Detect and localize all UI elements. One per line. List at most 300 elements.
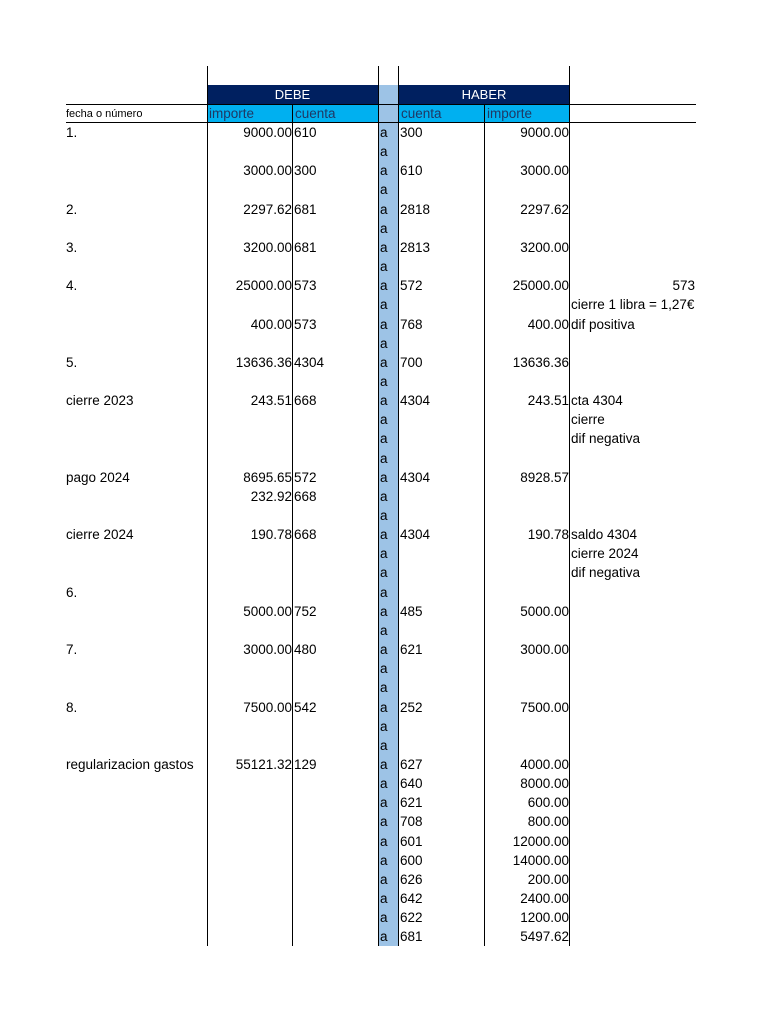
haber-cuenta-cell: 642	[400, 891, 423, 906]
haber-importe-cell: 5497.62	[520, 929, 569, 944]
haber-importe-cell	[485, 372, 569, 391]
note-cell	[571, 812, 701, 831]
a-marker-cell: a	[380, 144, 388, 159]
fecha-cell: 3.	[66, 240, 78, 255]
haber-importe-header: importe	[487, 106, 533, 121]
debe-cuenta-cell	[294, 927, 378, 946]
fecha-cell	[66, 812, 206, 831]
debe-cuenta-cell	[294, 506, 378, 525]
a-marker-cell: a	[380, 489, 388, 504]
a-marker-cell: a	[380, 795, 388, 810]
fecha-cell	[66, 219, 206, 238]
debe-cuenta-cell	[294, 372, 378, 391]
note-cell: cta 4304	[571, 393, 623, 408]
fecha-cell	[66, 717, 206, 736]
haber-importe-cell	[485, 429, 569, 448]
fecha-cell	[66, 793, 206, 812]
fecha-cell	[66, 736, 206, 755]
debe-importe-cell	[207, 334, 292, 353]
note-cell	[571, 123, 701, 142]
a-marker-cell: a	[380, 891, 388, 906]
fecha-cell: 7.	[66, 642, 78, 657]
debe-cuenta-cell: 668	[294, 489, 317, 504]
a-marker-cell: a	[380, 221, 388, 236]
fecha-header: fecha o número	[66, 108, 143, 120]
debe-cuenta-cell: 668	[294, 527, 317, 542]
haber-cuenta-cell: 610	[400, 163, 423, 178]
debe-cuenta-cell	[294, 583, 378, 602]
debe-importe-cell: 2297.62	[243, 202, 292, 217]
haber-title: HABER	[461, 87, 507, 102]
debe-cuenta-cell: 573	[294, 278, 317, 293]
debe-importe-cell: 8695.65	[243, 470, 292, 485]
haber-cuenta-cell	[400, 736, 484, 755]
debe-cuenta-cell	[294, 410, 378, 429]
note-cell	[571, 142, 701, 161]
debe-importe-cell	[207, 219, 292, 238]
haber-cuenta-cell	[400, 621, 484, 640]
haber-importe-cell: 243.51	[527, 393, 569, 408]
debe-importe-cell: 55121.32	[235, 757, 292, 772]
debe-cuenta-cell	[294, 621, 378, 640]
fecha-cell: 4.	[66, 278, 78, 293]
haber-cuenta-cell	[400, 583, 484, 602]
debe-cuenta-cell	[294, 429, 378, 448]
debe-cuenta-header: cuenta	[295, 106, 336, 121]
debe-cuenta-cell	[294, 180, 378, 199]
note-cell	[571, 621, 701, 640]
debe-importe-cell	[207, 257, 292, 276]
haber-cuenta-cell: 768	[400, 317, 423, 332]
debe-cuenta-cell	[294, 257, 378, 276]
note-cell	[571, 755, 701, 774]
note-cell	[571, 583, 701, 602]
note-cell	[571, 678, 701, 697]
debe-cuenta-cell	[294, 908, 378, 927]
debe-importe-cell	[207, 717, 292, 736]
a-marker-cell: a	[380, 814, 388, 829]
haber-cuenta-cell: 4304	[400, 470, 431, 485]
note-cell	[571, 851, 701, 870]
debe-cuenta-cell: 681	[294, 202, 317, 217]
debe-importe-cell	[207, 142, 292, 161]
a-marker-cell: a	[380, 470, 388, 485]
debe-importe-cell	[207, 544, 292, 563]
haber-importe-cell: 3000.00	[520, 163, 569, 178]
fecha-cell: cierre 2023	[66, 393, 134, 408]
haber-importe-cell	[485, 583, 569, 602]
debe-cuenta-cell: 300	[294, 163, 317, 178]
fecha-cell: pago 2024	[66, 470, 130, 485]
debe-importe-cell	[207, 889, 292, 908]
haber-cuenta-cell: 2813	[400, 240, 431, 255]
haber-cuenta-cell	[400, 295, 484, 314]
note-cell	[571, 774, 701, 793]
haber-importe-cell	[485, 295, 569, 314]
debe-cuenta-cell	[294, 678, 378, 697]
haber-importe-cell	[485, 563, 569, 582]
a-marker-cell: a	[380, 508, 388, 523]
a-marker-cell: a	[380, 278, 388, 293]
haber-cuenta-cell	[400, 257, 484, 276]
debe-importe-cell	[207, 506, 292, 525]
a-marker-cell: a	[380, 374, 388, 389]
a-marker-cell: a	[380, 565, 388, 580]
haber-cuenta-cell	[400, 334, 484, 353]
haber-cuenta-cell	[400, 506, 484, 525]
haber-importe-cell	[485, 717, 569, 736]
debe-importe-cell	[207, 563, 292, 582]
a-marker-cell: a	[380, 585, 388, 600]
debe-importe-header: importe	[209, 106, 255, 121]
fecha-cell	[66, 870, 206, 889]
note-cell	[571, 908, 701, 927]
haber-importe-cell: 5000.00	[520, 604, 569, 619]
haber-importe-cell	[485, 678, 569, 697]
debe-importe-cell: 400.00	[250, 317, 292, 332]
haber-importe-cell	[485, 544, 569, 563]
haber-importe-cell: 25000.00	[512, 278, 569, 293]
debe-cuenta-cell: 542	[294, 700, 317, 715]
debe-importe-cell	[207, 372, 292, 391]
a-marker-cell: a	[380, 680, 388, 695]
debe-importe-cell	[207, 832, 292, 851]
debe-cuenta-cell	[294, 870, 378, 889]
debe-cuenta-cell	[294, 736, 378, 755]
fecha-cell	[66, 315, 206, 334]
haber-importe-cell: 1200.00	[520, 910, 569, 925]
a-marker-cell: a	[380, 240, 388, 255]
a-marker-cell: a	[380, 910, 388, 925]
haber-cuenta-cell	[400, 544, 484, 563]
fecha-cell	[66, 295, 206, 314]
note-cell	[571, 200, 701, 219]
note-cell: cierre	[571, 412, 605, 427]
haber-importe-cell: 2297.62	[520, 202, 569, 217]
debe-importe-cell: 3200.00	[243, 240, 292, 255]
haber-importe-cell: 200.00	[527, 872, 569, 887]
fecha-cell: 2.	[66, 202, 78, 217]
haber-importe-cell: 8000.00	[520, 776, 569, 791]
note-cell	[571, 449, 701, 468]
debe-cuenta-cell	[294, 449, 378, 468]
debe-importe-cell: 13636.36	[235, 355, 292, 370]
fecha-cell	[66, 832, 206, 851]
a-marker-cell: a	[380, 929, 388, 944]
note-cell	[571, 219, 701, 238]
note-cell: dif positiva	[571, 317, 635, 332]
haber-importe-cell: 7500.00	[520, 700, 569, 715]
a-marker-cell: a	[380, 163, 388, 178]
haber-importe-cell: 4000.00	[520, 757, 569, 772]
debe-importe-cell	[207, 295, 292, 314]
a-marker-cell: a	[380, 642, 388, 657]
note-cell	[571, 468, 701, 487]
haber-cuenta-cell: 485	[400, 604, 423, 619]
debe-importe-cell	[207, 851, 292, 870]
a-marker-cell: a	[380, 297, 388, 312]
note-cell	[571, 334, 701, 353]
a-marker-cell: a	[380, 431, 388, 446]
debe-importe-cell: 232.92	[250, 489, 292, 504]
debe-importe-cell	[207, 180, 292, 199]
a-marker-cell: a	[380, 872, 388, 887]
col-line-sep-right	[398, 66, 399, 946]
note-cell	[571, 640, 701, 659]
debe-cuenta-cell	[294, 659, 378, 678]
debe-cuenta-cell	[294, 295, 378, 314]
debe-importe-cell	[207, 908, 292, 927]
note-cell	[571, 602, 701, 621]
fecha-cell: 8.	[66, 700, 78, 715]
a-marker-cell: a	[380, 700, 388, 715]
note-cell	[571, 180, 701, 199]
fecha-cell	[66, 429, 206, 448]
haber-cuenta-cell	[400, 180, 484, 199]
haber-cuenta-cell: 626	[400, 872, 423, 887]
note-cell	[571, 927, 701, 946]
haber-cuenta-cell	[400, 678, 484, 697]
note-cell	[571, 659, 701, 678]
fecha-cell	[66, 506, 206, 525]
haber-cuenta-cell	[400, 487, 484, 506]
haber-cuenta-cell: 708	[400, 814, 423, 829]
fecha-cell	[66, 563, 206, 582]
a-marker-cell: a	[380, 834, 388, 849]
fecha-cell	[66, 659, 206, 678]
fecha-cell	[66, 544, 206, 563]
haber-importe-cell	[485, 334, 569, 353]
note-cell: cierre 2024	[571, 546, 639, 561]
debe-cuenta-cell	[294, 334, 378, 353]
col-line-debe-mid	[292, 104, 293, 946]
note-cell	[571, 372, 701, 391]
haber-cuenta-cell: 627	[400, 757, 423, 772]
note-cell	[571, 698, 701, 717]
haber-importe-cell: 600.00	[527, 795, 569, 810]
debe-cuenta-cell: 681	[294, 240, 317, 255]
haber-cuenta-cell: 681	[400, 929, 423, 944]
debe-importe-cell: 5000.00	[243, 604, 292, 619]
debe-cuenta-cell: 129	[294, 757, 317, 772]
extra-cell: 573	[672, 278, 695, 293]
note-cell	[571, 161, 701, 180]
debe-importe-cell: 3000.00	[243, 163, 292, 178]
debe-title: DEBE	[274, 87, 311, 102]
note-cell	[571, 717, 701, 736]
haber-cuenta-cell	[400, 717, 484, 736]
haber-importe-cell	[485, 142, 569, 161]
fecha-cell	[66, 889, 206, 908]
debe-importe-cell	[207, 659, 292, 678]
a-marker-cell: a	[380, 393, 388, 408]
debe-cuenta-cell	[294, 563, 378, 582]
debe-cuenta-cell: 572	[294, 470, 317, 485]
debe-importe-cell	[207, 678, 292, 697]
fecha-cell	[66, 927, 206, 946]
note-cell	[571, 487, 701, 506]
haber-cuenta-cell: 622	[400, 910, 423, 925]
haber-importe-cell: 14000.00	[512, 853, 569, 868]
haber-cuenta-cell	[400, 429, 484, 448]
note-cell	[571, 832, 701, 851]
haber-importe-cell	[485, 487, 569, 506]
haber-importe-cell	[485, 449, 569, 468]
a-marker-cell: a	[380, 355, 388, 370]
note-cell	[571, 238, 701, 257]
fecha-cell	[66, 372, 206, 391]
fecha-cell	[66, 487, 206, 506]
fecha-cell	[66, 142, 206, 161]
a-marker-cell: a	[380, 776, 388, 791]
debe-importe-cell: 9000.00	[243, 125, 292, 140]
fecha-cell: 5.	[66, 355, 78, 370]
debe-cuenta-cell	[294, 832, 378, 851]
fecha-cell	[66, 334, 206, 353]
fecha-cell	[66, 161, 206, 180]
debe-cuenta-cell	[294, 851, 378, 870]
fecha-cell	[66, 180, 206, 199]
haber-cuenta-cell: 700	[400, 355, 423, 370]
col-line-sep-left	[378, 66, 379, 946]
haber-cuenta-cell: 4304	[400, 527, 431, 542]
haber-importe-cell	[485, 621, 569, 640]
haber-cuenta-cell	[400, 142, 484, 161]
haber-cuenta-cell: 621	[400, 795, 423, 810]
note-cell: dif negativa	[571, 565, 641, 580]
debe-importe-cell: 3000.00	[243, 642, 292, 657]
haber-importe-cell	[485, 506, 569, 525]
haber-cuenta-cell: 252	[400, 700, 423, 715]
debe-cuenta-cell: 573	[294, 317, 317, 332]
debe-importe-cell	[207, 812, 292, 831]
note-cell	[571, 736, 701, 755]
debe-cuenta-cell: 480	[294, 642, 317, 657]
fecha-cell	[66, 908, 206, 927]
fecha-cell	[66, 602, 206, 621]
fecha-cell: 6.	[66, 585, 78, 600]
note-cell: cierre 1 libra = 1,27€	[571, 297, 695, 312]
haber-importe-cell	[485, 180, 569, 199]
haber-importe-cell: 400.00	[527, 317, 569, 332]
debe-importe-cell: 243.51	[250, 393, 292, 408]
haber-importe-cell: 8928.57	[520, 470, 569, 485]
fecha-cell	[66, 257, 206, 276]
debe-importe-cell: 25000.00	[235, 278, 292, 293]
haber-cuenta-cell: 2818	[400, 202, 431, 217]
a-marker-cell: a	[380, 451, 388, 466]
debe-importe-cell	[207, 870, 292, 889]
note-cell	[571, 793, 701, 812]
debe-cuenta-cell	[294, 774, 378, 793]
haber-cuenta-cell	[400, 219, 484, 238]
haber-importe-cell	[485, 257, 569, 276]
debe-cuenta-cell: 4304	[294, 355, 325, 370]
debe-importe-cell	[207, 927, 292, 946]
haber-cuenta-cell: 640	[400, 776, 423, 791]
haber-importe-cell	[485, 659, 569, 678]
a-marker-cell: a	[380, 125, 388, 140]
haber-cuenta-cell	[400, 659, 484, 678]
debe-importe-cell	[207, 774, 292, 793]
a-marker-cell: a	[380, 623, 388, 638]
haber-importe-cell: 190.78	[527, 527, 569, 542]
a-marker-cell: a	[380, 546, 388, 561]
note-cell: saldo 4304	[571, 527, 638, 542]
a-marker-cell: a	[380, 182, 388, 197]
note-cell	[571, 506, 701, 525]
note-cell: dif negativa	[571, 431, 641, 446]
haber-cuenta-cell: 300	[400, 125, 423, 140]
a-marker-cell: a	[380, 719, 388, 734]
haber-importe-cell: 3000.00	[520, 642, 569, 657]
haber-importe-cell: 3200.00	[520, 240, 569, 255]
fecha-cell	[66, 774, 206, 793]
a-marker-cell: a	[380, 527, 388, 542]
fecha-cell	[66, 621, 206, 640]
debe-cuenta-cell	[294, 793, 378, 812]
debe-importe-cell	[207, 449, 292, 468]
debe-importe-cell	[207, 583, 292, 602]
haber-cuenta-cell	[400, 372, 484, 391]
fecha-cell: cierre 2024	[66, 527, 134, 542]
haber-cuenta-cell	[400, 410, 484, 429]
haber-cuenta-cell	[400, 449, 484, 468]
haber-cuenta-cell: 600	[400, 853, 423, 868]
a-marker-cell: a	[380, 202, 388, 217]
debe-importe-cell	[207, 621, 292, 640]
debe-cuenta-cell: 668	[294, 393, 317, 408]
note-cell	[571, 353, 701, 372]
debe-cuenta-cell	[294, 544, 378, 563]
debe-importe-cell	[207, 793, 292, 812]
haber-cuenta-header: cuenta	[401, 106, 442, 121]
haber-importe-cell	[485, 736, 569, 755]
a-marker-cell: a	[380, 604, 388, 619]
fecha-cell	[66, 449, 206, 468]
fecha-cell: regularizacion gastos	[66, 757, 194, 772]
haber-cuenta-cell: 621	[400, 642, 423, 657]
haber-cuenta-cell	[400, 563, 484, 582]
haber-cuenta-cell: 4304	[400, 393, 431, 408]
debe-cuenta-cell	[294, 812, 378, 831]
haber-importe-cell: 12000.00	[512, 834, 569, 849]
debe-cuenta-cell: 752	[294, 604, 317, 619]
a-marker-cell: a	[380, 738, 388, 753]
haber-importe-cell: 800.00	[527, 814, 569, 829]
debe-importe-cell: 7500.00	[243, 700, 292, 715]
haber-cuenta-cell: 601	[400, 834, 423, 849]
debe-importe-cell	[207, 410, 292, 429]
debe-importe-cell: 190.78	[250, 527, 292, 542]
haber-importe-cell	[485, 410, 569, 429]
haber-importe-cell: 13636.36	[512, 355, 569, 370]
header-top-rule	[66, 104, 696, 105]
a-marker-cell: a	[380, 412, 388, 427]
note-cell	[571, 257, 701, 276]
haber-importe-cell: 2400.00	[520, 891, 569, 906]
debe-cuenta-cell	[294, 142, 378, 161]
debe-importe-cell	[207, 429, 292, 448]
debe-cuenta-cell	[294, 219, 378, 238]
a-marker-cell: a	[380, 853, 388, 868]
haber-importe-cell: 9000.00	[520, 125, 569, 140]
debe-cuenta-cell	[294, 889, 378, 908]
col-line-haber-right	[569, 66, 570, 946]
a-marker-cell: a	[380, 317, 388, 332]
a-marker-cell: a	[380, 757, 388, 772]
a-marker-cell: a	[380, 336, 388, 351]
